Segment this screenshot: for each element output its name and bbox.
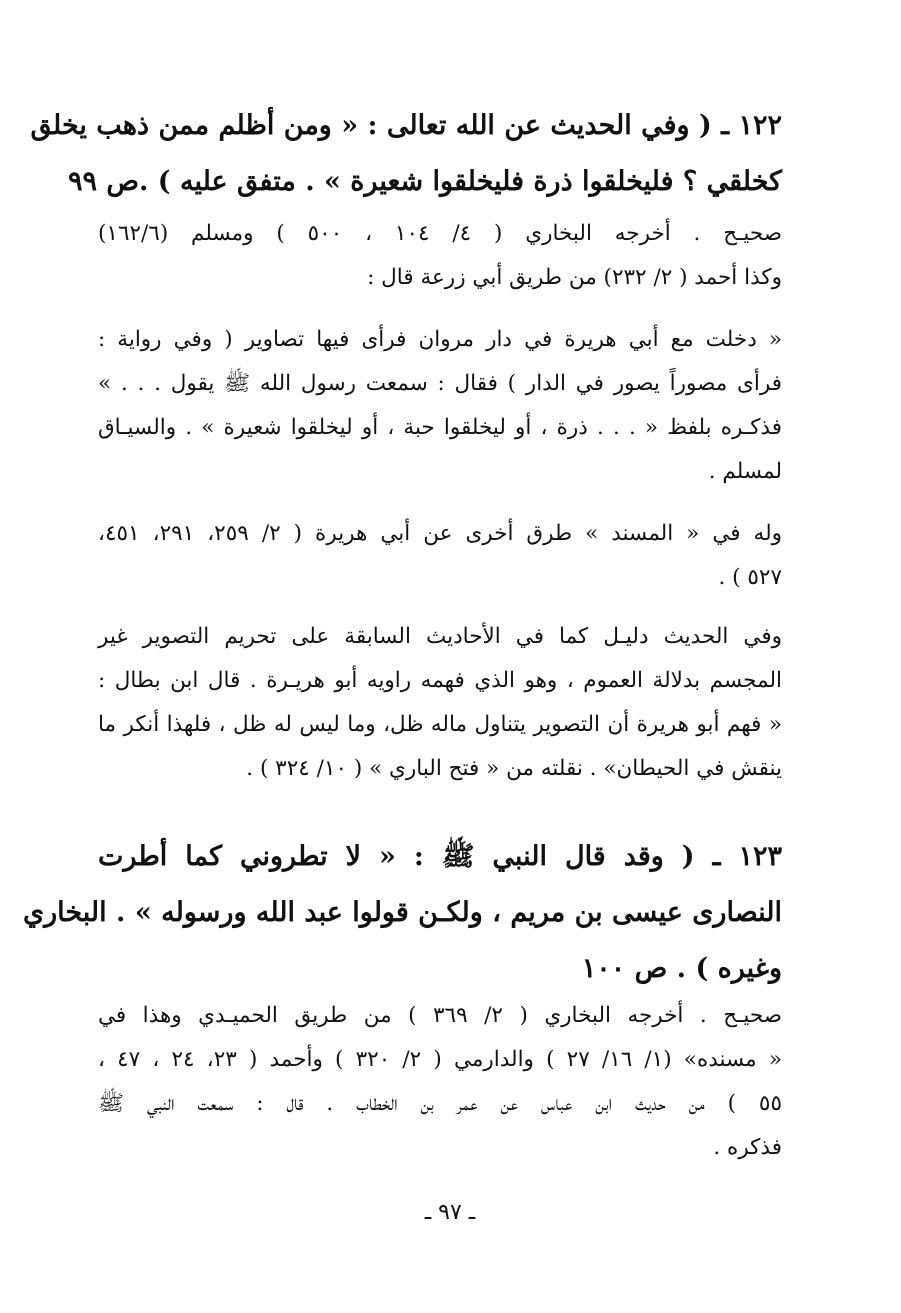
body-line: صحيـح . أخرجه البخاري ( ٢/ ٣٦٩ ) من طريق الحميـدي وهذا في [98,1003,783,1028]
hadith-123-takhrij [98,994,782,1170]
body-line: صحيـح . أخرجه البخاري ( ٤/ ١٠٤ ، ٥٠٠ ) ومسلم (١٦٢/٦) [98,221,783,246]
body-line: « فهم أبو هريرة أن التصوير يتناول ماله ظل، وما ليس له ظل ، فلهذا أنكر ما [98,712,782,737]
hadith-123-heading [22,829,782,997]
body-line: وفي الحديث دليـل كما في الأحاديث السابقة على تحريم التصوير غير [98,624,782,649]
heading-line: النصارى عيسى بن مريم ، ولكـن قولوا عبد الله ورسوله » . البخاري [22,897,782,928]
heading-line: ١٢٣ ـ ( وقد قال النبي ﷺ : « لا تطروني كما أطرت [98,841,782,872]
body-line: وله في « المسند » طرق أخرى عن أبي هريرة ( ٢/ ٢٥٩، ٢٩١، ٤٥١، [98,521,783,546]
body-line: فذكره . [713,1135,782,1160]
body-line: « مسنده» (١/ ١٦/ ٢٧ ) والدارمي ( ٢/ ٣٢٠ ) وأحمد ( ٢٣، ٢٤ ، ٤٧ ، [98,1047,782,1072]
body-line: لمسلم . [708,459,782,484]
heading-line: وغيره ) . ص ١٠٠ [581,953,782,984]
body-line: فرأى مصوراً يصور في الدار ) فقال : سمعت رسول الله ﷺ يقول . . . » [98,371,782,396]
body-line: فذكـره بلفظ « . . . ذرة ، أو ليخلقوا حبة ، أو ليخلقوا شعيرة » . والسيـاق [98,415,782,440]
hadith-122-musnad [98,512,782,600]
body-line: وكذا أحمد ( ٢/ ٢٣٢) من طريق أبي زرعة قال : [367,265,782,290]
hadith-122-quote [98,318,782,494]
heading-line: كخلقي ؟ فليخلقوا ذرة فليخلقوا شعيرة » . متفق عليه ) .ص ٩٩ [67,166,782,197]
page-number: ـ ٩٧ ـ [424,1200,476,1225]
heading-line: ١٢٢ ـ ( وفي الحديث عن الله تعالى : « ومن أظلم ممن ذهب يخلق [30,110,782,141]
body-line: ينقش في الحيطان» . نقلته من « فتح الباري » ( ١٠/ ٣٢٤ ) . [246,756,782,781]
body-line: « دخلت مع أبي هريرة في دار مروان فرأى فيها تصاوير ( وفي رواية : [98,327,782,352]
hadith-122-takhrij [98,212,782,300]
hadith-122-commentary [98,615,782,791]
body-line: المجسم بدلالة العموم ، وهو الذي فهمه راويه أبو هريـرة . قال ابن بطال : [98,668,782,693]
body-line: ٥٥ ) من حديث ابن عباس عن عمر بن الخطاب . قال : سمعت النبي ﷺ [98,1091,782,1116]
hadith-122-heading [30,98,782,210]
body-line: ٥٢٧ ) . [718,565,782,590]
